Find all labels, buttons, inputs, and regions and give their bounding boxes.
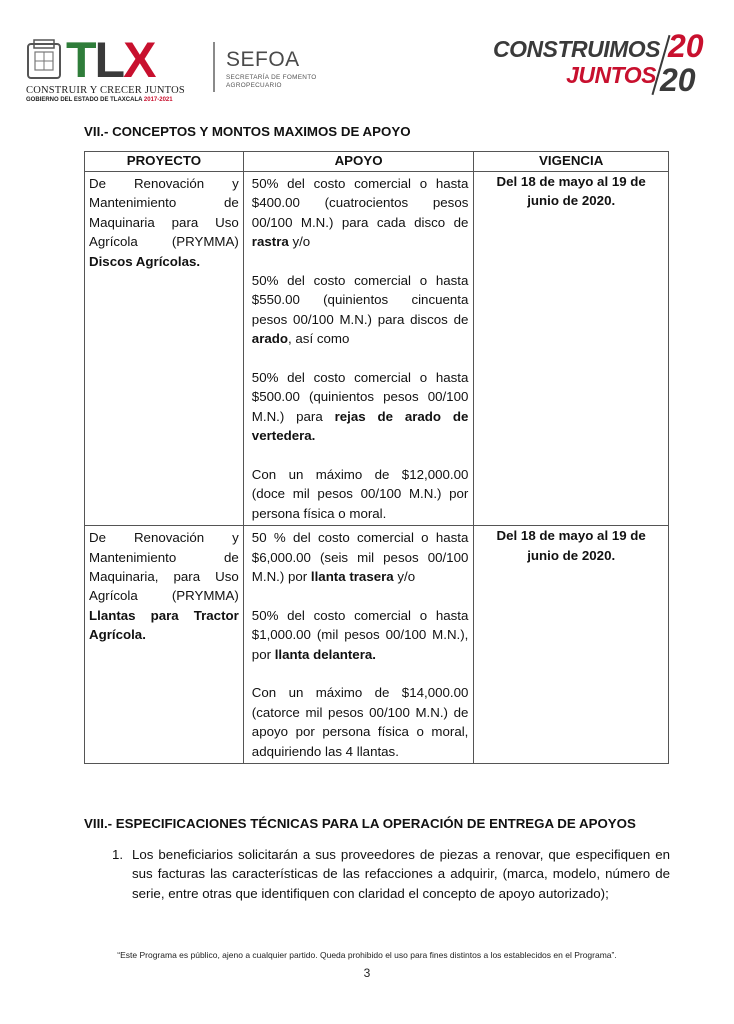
campaign-line-2: JUNTOS — [566, 62, 656, 88]
campaign-year-bottom: 20 — [660, 62, 696, 98]
list-number: 1. — [112, 847, 124, 862]
campaign-year-top: 20 — [668, 28, 704, 64]
table-row — [85, 526, 669, 764]
apoyo-paragraph: 50 % del costo comercial o hasta $6,000.00 (seis mil pesos 00/100 M.N.) por llanta trasera y/o — [251, 530, 469, 585]
vigencia-cell: Del 18 de mayo al 19 de junio de 2020. — [474, 172, 669, 526]
apoyo-cell — [243, 526, 474, 764]
campaign-line-1: CONSTRUIMOS — [493, 36, 660, 62]
tlx-wordmark: TLX — [66, 32, 155, 88]
apoyo-cell — [243, 172, 474, 526]
column-header-vigencia: VIGENCIA — [474, 152, 669, 172]
apoyo-paragraph: 50% del costo comercial o hasta $550.00 (quinientos cincuenta pesos 00/100 M.N.) para discos de arado, así como — [251, 273, 469, 347]
column-header-proyecto: PROYECTO — [85, 152, 244, 172]
proyecto-cell: De Renovación y Mantenimiento de Maquinaria, para Uso Agrícola (PRYMMA) Llantas para Tractor Agrícola. — [85, 526, 244, 764]
proyecto-cell: De Renovación y Mantenimiento de Maquinaria para Uso Agrícola (PRYMMA) Discos Agrícolas. — [85, 172, 244, 526]
sefoa-line-2: AGROPECUARIO — [226, 82, 282, 89]
sefoa-line-1: SECRETARÍA DE FOMENTO — [226, 74, 317, 81]
sefoa-wordmark: SEFOA — [226, 48, 300, 71]
column-header-apoyo: APOYO — [243, 152, 474, 172]
apoyo-paragraph: 50% del costo comercial o hasta $1,000.00 (mil pesos 00/100 M.N.), por llanta delantera. — [251, 607, 469, 662]
state-seal-icon — [24, 38, 64, 82]
section-8-title: VIII.- ESPECIFICACIONES TÉCNICAS PARA LA OPERACIÓN DE ENTREGA DE APOYOS — [84, 816, 636, 831]
logo-divider — [213, 42, 215, 92]
apoyo-paragraph: Con un máximo de $12,000.00 (doce mil pesos 00/100 M.N.) por persona física o moral. — [251, 467, 469, 521]
campaign-logo — [488, 30, 720, 100]
apoyo-paragraph: 50% del costo comercial o hasta $400.00 (cuatrocientos pesos 00/100 M.N.) para cada disco de rastra y/o — [251, 176, 469, 250]
vigencia-cell: Del 18 de mayo al 19 de junio de 2020. — [474, 526, 669, 764]
apoyo-paragraph: Con un máximo de $14,000.00 (catorce mil pesos 00/100 M.N.) de apoyo por persona física o moral, adquiriendo las 4 llantas. — [251, 685, 469, 759]
list-text: Los beneficiarios solicitarán a sus proveedores de piezas a renovar, que especifiquen en sus facturas las características de las refacciones a adquirir, (marca, modelo, número de serie, entre otras que identifiquen con claridad el concepto de apoyo autorizado); — [132, 847, 670, 901]
apoyo-paragraph: 50% del costo comercial o hasta $500.00 (quinientos pesos 00/100 M.N.) para rejas de arado de vertedera. — [251, 370, 469, 444]
page-number: 3 — [363, 966, 371, 980]
support-table — [84, 151, 669, 764]
tlx-slogan: CONSTRUIR Y CRECER JUNTOS — [26, 85, 185, 96]
footer-disclaimer: “Este Programa es público, ajeno a cualquier partido. Queda prohibido el uso para fines distintos a los establecidos en el Programa”. — [117, 950, 617, 960]
tlx-government: GOBIERNO DEL ESTADO DE TLAXCALA 2017-2021 — [26, 97, 173, 103]
tlaxcala-logo-block — [24, 34, 324, 106]
table-row — [85, 172, 669, 526]
table-header-row — [85, 152, 669, 172]
section-7-title: VII.- CONCEPTOS Y MONTOS MAXIMOS DE APOYO — [84, 124, 411, 139]
